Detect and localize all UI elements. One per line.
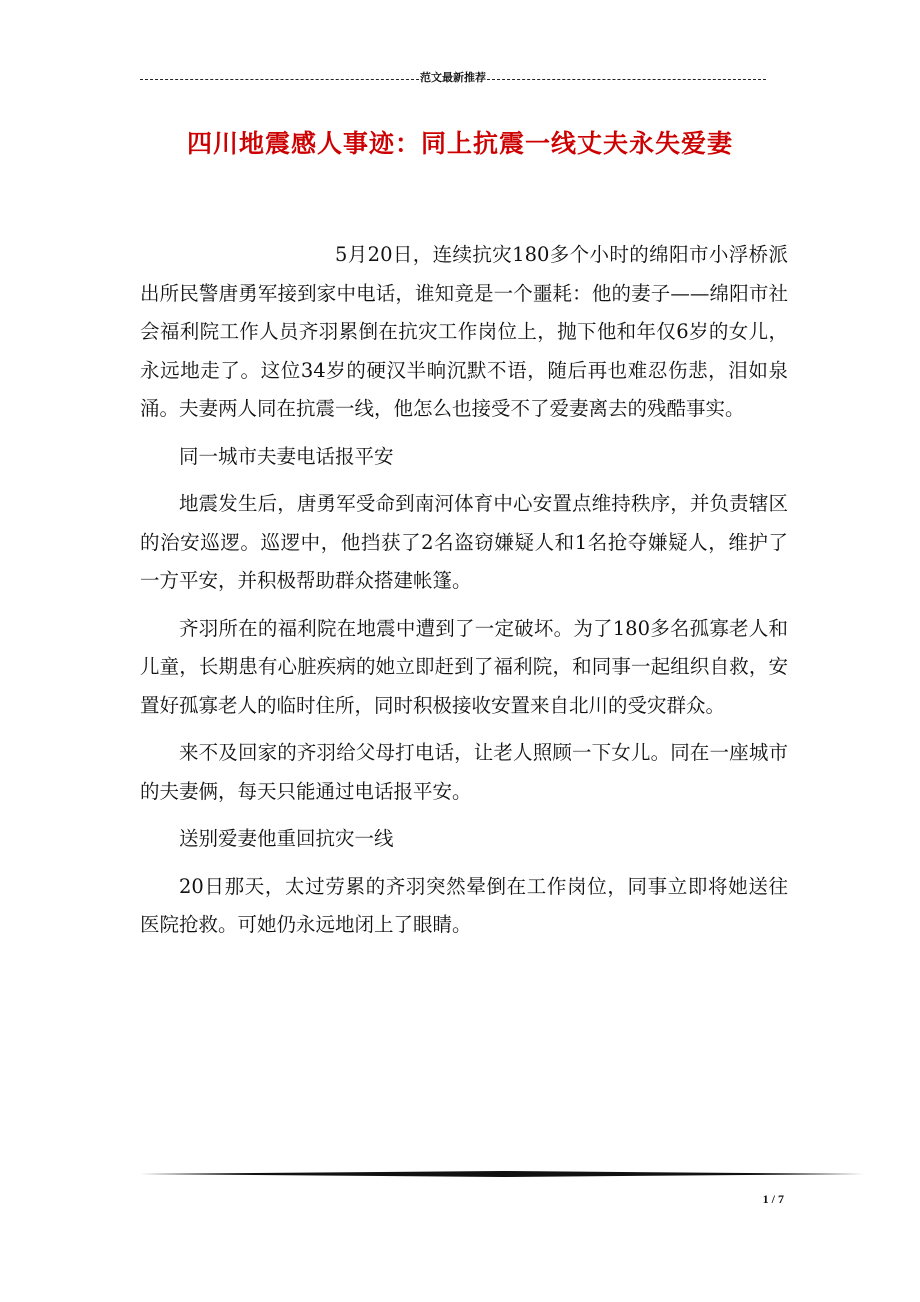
document-body xyxy=(140,236,788,954)
paragraph: 齐羽所在的福利院在地震中遭到了一定破坏。为了180多名孤寡老人和儿童，长期患有心脏疾病的她立即赶到了福利院，和同事一起组织自救，安置好孤寡老人的临时住所，同时积极接收安置来自北川的受灾群众。 xyxy=(140,616,788,717)
footer-rule xyxy=(140,1171,864,1177)
header-dashes-left xyxy=(140,79,419,80)
paragraph: 地震发生后，唐勇军受命到南河体育中心安置点维持秩序，并负责辖区的治安巡逻。巡逻中，他挡获了2名盗窃嫌疑人和1名抢夺嫌疑人，维护了一方平安，并积极帮助群众搭建帐篷。 xyxy=(140,492,788,592)
paragraph: 来不及回家的齐羽给父母打电话，让老人照顾一下女儿。同在一座城市的夫妻俩，每天只能通过电话报平安。 xyxy=(140,741,788,803)
paragraph: 5月20日，连续抗灾180多个小时的绵阳市小浮桥派出所民警唐勇军接到家中电话，谁知竟是一个噩耗：他的妻子——绵阳市社会福利院工作人员齐羽累倒在抗灾工作岗位上，抛下他和年仅6岁的女儿，永远地走了。这位34岁的硬汉半晌沉默不语，随后再也难忍伤悲，泪如泉涌。夫妻两人同在抗震一线，他怎么也接受不了爱妻离去的残酷事实。 xyxy=(140,243,788,420)
section-heading: 送别爱妻他重回抗灾一线 xyxy=(179,827,394,850)
section-heading: 同一城市夫妻电话报平安 xyxy=(179,444,394,468)
paragraph: 20日那天，太过劳累的齐羽突然晕倒在工作岗位，同事立即将她送往医院抢救。可她仍永远地闭上了眼睛。 xyxy=(140,874,788,936)
header-label: 范文最新推荐 xyxy=(420,71,486,84)
document-title: 四川地震感人事迹：同上抗震一线丈夫永失爱妻 xyxy=(186,129,733,158)
page-number: 1 / 7 xyxy=(762,1192,784,1206)
page-header xyxy=(140,68,766,88)
header-dashes-right xyxy=(487,79,766,80)
